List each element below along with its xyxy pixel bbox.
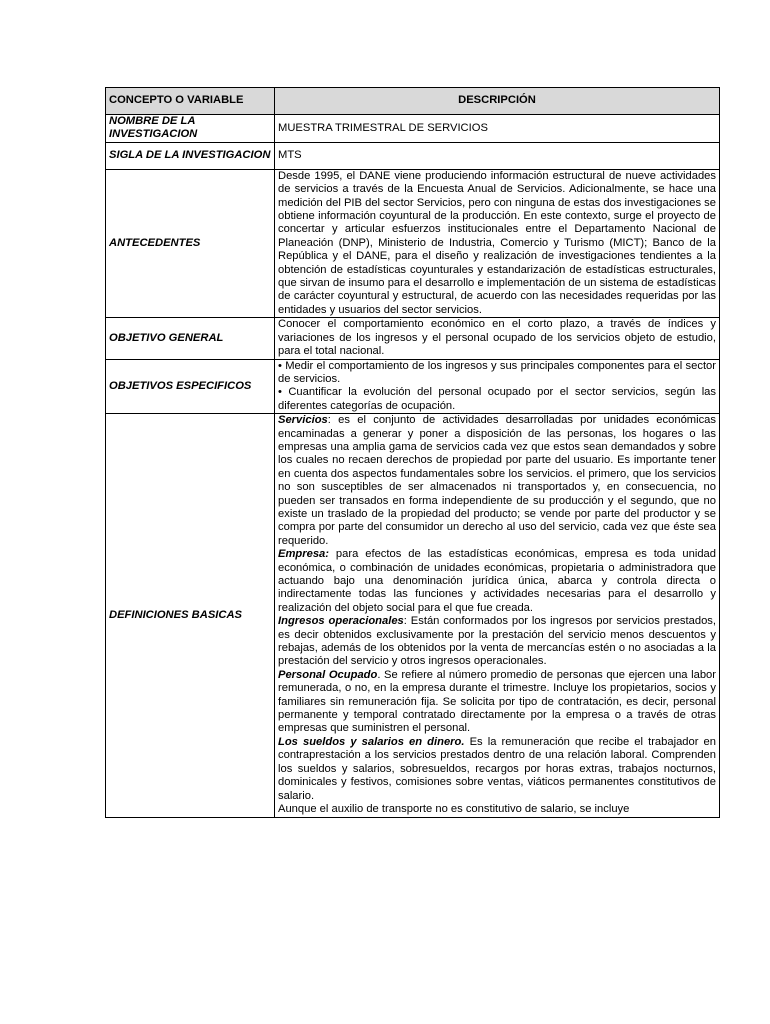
definition-text: es el conjunto de actividades desarrolladas por unidades económicas encaminadas a generar y poner a disposición de las personas, los hogares o las empresas una amplia gama de servicios cada vez que estos sean demandados y sobre los cuales no recaen derechos de propiedad por parte del usuario. Es importante tener en cuenta dos aspectos fundamentales sobre los servicios. el primero, que los servicios no son susceptibles de ser almacenados ni transportados y, en consecuencia, no pueden ser transados en forma independiente de su producción y el segundo, que no existe un traslado de la propiedad del producto; se vende por parte del productor y se compra por parte del consumidor un derecho al uso del servicio, cada vez que éste sea requerido.: [278, 414, 717, 547]
row-definiciones: [106, 414, 720, 818]
definition-text: para efectos de las estadísticas económicas, empresa es toda unidad económica, o combinación de unidades económicas, propietaria o administradora que actuando bajo una denominación jurídica única, abarca y controla directa o indirectamente todas las funciones y actividades necesarias para el desarrollo y realización del objeto social para el que fue creada.: [278, 548, 716, 614]
definition-term: Personal Ocupado: [278, 668, 378, 681]
definition-personal: Personal Ocupado. Se refiere al número promedio de personas que ejercen una labor remunerada, o no, en la empresa durante el trimestre. Incluye los propietarios, socios y familiares sin remuneración fija. Se solicita por tipo de contratación, es decir, personal permanente y temporal contratado directamente por la empresa o a través de otras empresas que suministren el personal.: [278, 668, 716, 735]
definition-text: Es la remuneración que recibe el trabajador en contraprestación a los servicios prestados dentro de una relación laboral. Comprenden los sueldos y salarios, sobresueldos, recargos por horas extras, trabajos nocturnos, dominicales y festivos, comisiones sobre ventas, viáticos permanentes constitutivos de salario.: [278, 735, 716, 802]
definition-sueldos: [278, 736, 716, 803]
objective-item: • Cuantificar la evolución del personal ocupado por el sector servicios, según las diferentes categorías de ocupación.: [278, 386, 716, 412]
definition-empresa: [278, 548, 716, 615]
definition-servicios: Servicios: es el conjunto de actividades desarrolladas por unidades económicas encaminadas a generar y poner a disposición de las personas, los hogares o las empresas una amplia gama de servicios cada vez que estos sean demandados y sobre los cuales no recaen derechos de propiedad por parte del usuario. Es importante tener en cuenta dos aspectos fundamentales sobre los servicios. el primero, que los servicios no son susceptibles de ser almacenados ni transportados y, en consecuencia, no pueden ser transados en forma independiente de su producción y el segundo, que no existe un traslado de la propiedad del producto; se vende por parte del productor y se compra por parte del consumidor un derecho al uso del servicio, cada vez que éste sea requerido.: [278, 414, 717, 547]
value-nombre: MUESTRA TRIMESTRAL DE SERVICIOS: [275, 115, 720, 143]
label-antecedentes: ANTECEDENTES: [106, 169, 275, 317]
row-antecedentes: [106, 169, 720, 317]
header-description: DESCRIPCIÓN: [275, 88, 720, 115]
row-nombre: [106, 115, 720, 143]
label-nombre: NOMBRE DE LA INVESTIGACION: [106, 115, 275, 143]
header-concept: CONCEPTO O VARIABLE: [106, 88, 275, 115]
label-objetivos-especificos: OBJETIVOS ESPECIFICOS: [106, 359, 275, 414]
definition-term: Servicios: [278, 414, 328, 427]
row-sigla: [106, 142, 720, 169]
metadata-table: [105, 87, 720, 818]
value-definiciones: [275, 414, 720, 818]
definition-text: Están conformados por los ingresos por servicios prestados, es decir obtenidos exclusivamente por la prestación del servicio menos descuentos y rebajas, además de los obtenidos por la venta de mercancías estén o no asociadas a la prestación del servicio y otros ingresos operacionales.: [278, 615, 716, 668]
definition-trailing-line: Aunque el auxilio de transporte no es constitutivo de salario, se incluye: [278, 802, 630, 815]
label-objetivo-general: OBJETIVO GENERAL: [106, 318, 275, 359]
header-row: [106, 88, 720, 115]
label-definiciones: DEFINICIONES BASICAS: [106, 414, 275, 818]
row-objetivo-general: [106, 318, 720, 359]
value-antecedentes: Desde 1995, el DANE viene produciendo información estructural de nueve actividades de servicios a través de la Encuesta Anual de Servicios. Adicionalmente, se hace una medición del PIB del sector Servicios, pero con ninguna de estas dos investigaciones se obtiene información coyuntural de la producción. En este contexto, surge el proyecto de concertar y articular esfuerzos institucionales entre el Departamento Nacional de Planeación (DNP), Ministerio de Industria, Comercio y Turismo (MICT); Banco de la República y el DANE, para el diseño y realización de investigaciones tendientes a la obtención de estadísticas coyunturales y estandarización de estadísticas estructurales, que sirvan de insumo para el desarrollo e implementación de un sistema de estadísticas de carácter coyuntural y estructural, de acuerdo con las necesidades requeridas por las entidades y usuarios del sector servicios.: [275, 169, 720, 317]
definition-text: Se refiere al número promedio de personas que ejercen una labor remunerada, o no, en la empresa durante el trimestre. Incluye los propietarios, socios y familiares sin remuneración fija. Se solicita por tipo de contratación, es decir, personal permanente y temporal contratado directamente por la empresa o a través de otras empresas que suministren el personal.: [278, 668, 716, 735]
definition-term: Ingresos operacionales: [278, 615, 404, 628]
row-objetivos-especificos: [106, 359, 720, 414]
definition-ingresos: Ingresos operacionales: Están conformados por los ingresos por servicios prestados, es decir obtenidos exclusivamente por la prestación del servicio menos descuentos y rebajas, además de los obtenidos por la venta de mercancías estén o no asociadas a la prestación del servicio y otros ingresos operacionales.: [278, 615, 716, 668]
definition-term: Los sueldos y salarios en dinero.: [278, 735, 465, 748]
objective-item: • Medir el comportamiento de los ingresos y sus principales componentes para el sector de servicios.: [278, 359, 716, 385]
value-sigla: MTS: [275, 142, 720, 169]
definition-term: Empresa:: [278, 548, 329, 561]
label-sigla: SIGLA DE LA INVESTIGACION: [106, 142, 275, 169]
value-objetivo-general: Conocer el comportamiento económico en el corto plazo, a través de índices y variaciones de los ingresos y el personal ocupado de los servicios objeto de estudio, para el total nacional.: [275, 318, 720, 359]
value-objetivos-especificos: [275, 359, 720, 414]
